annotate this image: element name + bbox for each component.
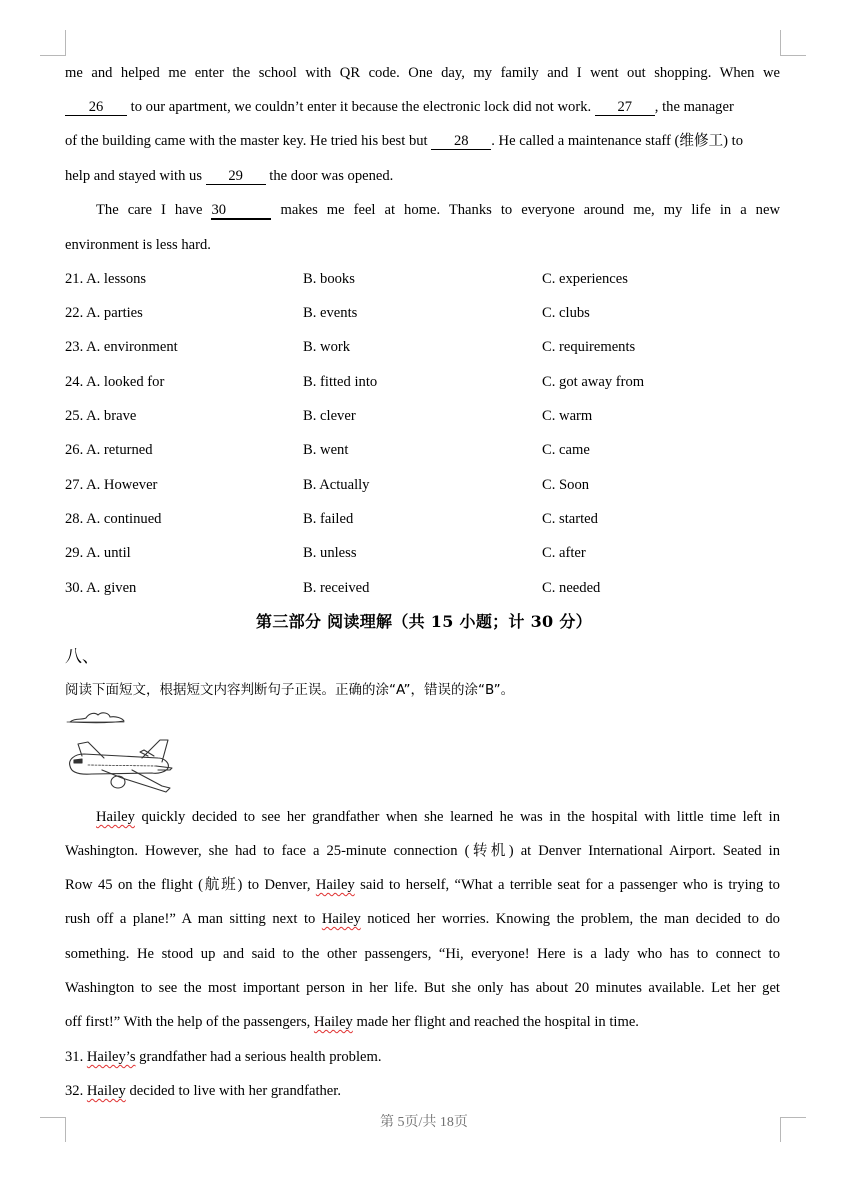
passage-text: something. He stood up and said to the other passengers, “Hi, everyone! Here is a lady who has to connect to: [65, 946, 780, 962]
option-a: [65, 406, 136, 426]
option-a-text: A. looked for: [86, 374, 165, 390]
option-row-21: [65, 269, 780, 289]
option-row-24: [65, 372, 780, 392]
page-number-footer: 第 5页/共 18页: [380, 1115, 468, 1130]
cloze-line: [65, 235, 780, 255]
option-c: C. requirements: [542, 339, 636, 355]
passage-text: off first!” With the help of the passengers,: [65, 1014, 314, 1030]
question-number: 30.: [65, 580, 84, 596]
option-a-text: A. environment: [86, 339, 178, 355]
option-row-28: [65, 509, 780, 529]
option-a-text: A. until: [86, 545, 131, 561]
question-text: decided to live with her grandfather.: [125, 1083, 341, 1099]
question-number: 23.: [65, 339, 84, 355]
name-spellcheck: Hailey’s: [86, 1049, 136, 1065]
question-number: 26.: [65, 442, 84, 458]
blank-30: 30: [211, 202, 271, 220]
name-spellcheck: Hailey: [313, 1014, 353, 1030]
passage-line: [65, 875, 780, 895]
option-a: [65, 475, 157, 495]
cloze-line: [65, 97, 780, 117]
option-b: B. failed: [303, 511, 354, 527]
option-b: B. fitted into: [303, 374, 378, 390]
option-row-30: [65, 578, 780, 598]
passage-text: Row 45 on the flight (航班) to Denver,: [65, 877, 316, 893]
question-number: 32.: [65, 1083, 87, 1099]
option-b: B. books: [303, 271, 355, 287]
option-b: B. received: [303, 580, 370, 596]
question-number: 24.: [65, 374, 84, 390]
cloze-text: environment is less hard.: [65, 237, 211, 253]
option-b: B. unless: [303, 545, 357, 561]
question-number: 28.: [65, 511, 84, 527]
question-31: [65, 1047, 780, 1067]
option-b: B. Actually: [303, 477, 370, 493]
question-number: 21.: [65, 271, 84, 287]
question-32: [65, 1081, 780, 1101]
cloud-icon: [70, 713, 124, 723]
option-a-text: A. continued: [86, 511, 162, 527]
passage-line: [65, 841, 780, 861]
option-row-25: [65, 406, 780, 426]
option-row-29: [65, 543, 780, 563]
cloze-line: [65, 131, 780, 151]
option-a-text: A. brave: [86, 408, 137, 424]
option-c: C. started: [542, 511, 598, 527]
cloze-text: to our apartment, we couldn’t enter it because the electronic lock did not work.: [127, 99, 595, 115]
passage-line: [65, 909, 780, 929]
question-number: 22.: [65, 305, 84, 321]
cloze-text: makes me feel at home. Thanks to everyone around me, my life in a new: [271, 202, 780, 218]
cloze-text: of the building came with the master key. He tried his best but: [65, 133, 432, 149]
option-a-text: A. However: [86, 477, 158, 493]
corner-mark-top-left-h: [40, 55, 66, 56]
option-a: [65, 372, 164, 392]
cloze-line: [65, 166, 780, 186]
option-a-text: A. returned: [86, 442, 153, 458]
passage-line: [96, 807, 780, 827]
cloze-text: help and stayed with us: [65, 168, 206, 184]
name-spellcheck: Hailey: [86, 1083, 126, 1099]
option-a-text: A. lessons: [86, 271, 147, 287]
blank-28: 28: [431, 133, 491, 150]
option-c: C. warm: [542, 408, 593, 424]
question-text: grandfather had a serious health problem.: [135, 1049, 382, 1065]
question-number: 29.: [65, 545, 84, 561]
passage-text: said to herself, “What a terrible seat for a passenger who is trying to: [354, 877, 780, 893]
corner-mark-top-left-v: [65, 30, 66, 55]
name-spellcheck: Hailey: [96, 809, 135, 825]
corner-mark-top-right-h: [780, 55, 806, 56]
instructions: 阅读下面短文，根据短文内容判断句子正误。正确的涂“A”，错误的涂“B”。: [65, 682, 515, 698]
question-number: 27.: [65, 477, 84, 493]
passage-text: Washington. However, she had to face a 25-minute connection (转机) at Denver International Airport. Seated in: [65, 843, 780, 859]
passage-line: [65, 944, 780, 964]
option-a: [65, 269, 146, 289]
option-a: [65, 303, 143, 323]
passage-line: [65, 1012, 780, 1032]
name-spellcheck: Hailey: [315, 877, 355, 893]
passage-text: rush off a plane!” A man sitting next to: [65, 911, 322, 927]
cloze-text: me and helped me enter the school with QR code. One day, my family and I went out shopping. When we: [65, 65, 780, 81]
corner-mark-top-right-v: [780, 30, 781, 55]
option-c: C. Soon: [542, 477, 590, 493]
option-row-23: [65, 337, 780, 357]
option-a-text: A. parties: [86, 305, 143, 321]
option-c: C. after: [542, 545, 586, 561]
airplane-illustration-icon: [62, 708, 188, 800]
option-a-text: A. given: [86, 580, 137, 596]
option-row-27: [65, 475, 780, 495]
question-number: 25.: [65, 408, 84, 424]
passage-text: noticed her worries. Knowing the problem, the man decided to do: [360, 911, 780, 927]
option-row-26: [65, 440, 780, 460]
option-c: C. needed: [542, 580, 601, 596]
passage-line: [65, 978, 780, 998]
option-b: B. work: [303, 339, 351, 355]
section-title: 第三部分 阅读理解（共 15 小题；计 30 分）: [256, 612, 592, 631]
cloze-text: the door was opened.: [265, 168, 394, 184]
passage-text: Washington to see the most important person in her life. But she only has about 20 minutes available. Let her get: [65, 980, 780, 996]
cloze-line: [96, 200, 780, 220]
cloze-line: [65, 63, 780, 83]
option-a: [65, 337, 178, 357]
question-number: 31.: [65, 1049, 87, 1065]
option-a: [65, 509, 161, 529]
blank-29: 29: [206, 168, 266, 185]
option-c: C. got away from: [542, 374, 645, 390]
blank-26: 26: [65, 99, 127, 116]
option-c: C. came: [542, 442, 590, 458]
option-b: B. events: [303, 305, 358, 321]
blank-27: 27: [595, 99, 655, 116]
passage-text: made her flight and reached the hospital in time.: [352, 1014, 639, 1030]
option-a: [65, 578, 136, 598]
option-a: [65, 543, 131, 563]
option-c: C. clubs: [542, 305, 590, 321]
part-label: 八、: [65, 647, 99, 667]
option-b: B. went: [303, 442, 349, 458]
option-b: B. clever: [303, 408, 356, 424]
passage-text: quickly decided to see her grandfather when she learned he was in the hospital with little time left in: [134, 809, 780, 825]
cloze-text: . He called a maintenance staff (维修工) to: [491, 133, 744, 149]
name-spellcheck: Hailey: [321, 911, 361, 927]
option-a: [65, 440, 153, 460]
option-c: C. experiences: [542, 271, 628, 287]
cloze-text: , the manager: [654, 99, 734, 115]
option-row-22: [65, 303, 780, 323]
cloze-text: The care I have: [96, 202, 212, 218]
